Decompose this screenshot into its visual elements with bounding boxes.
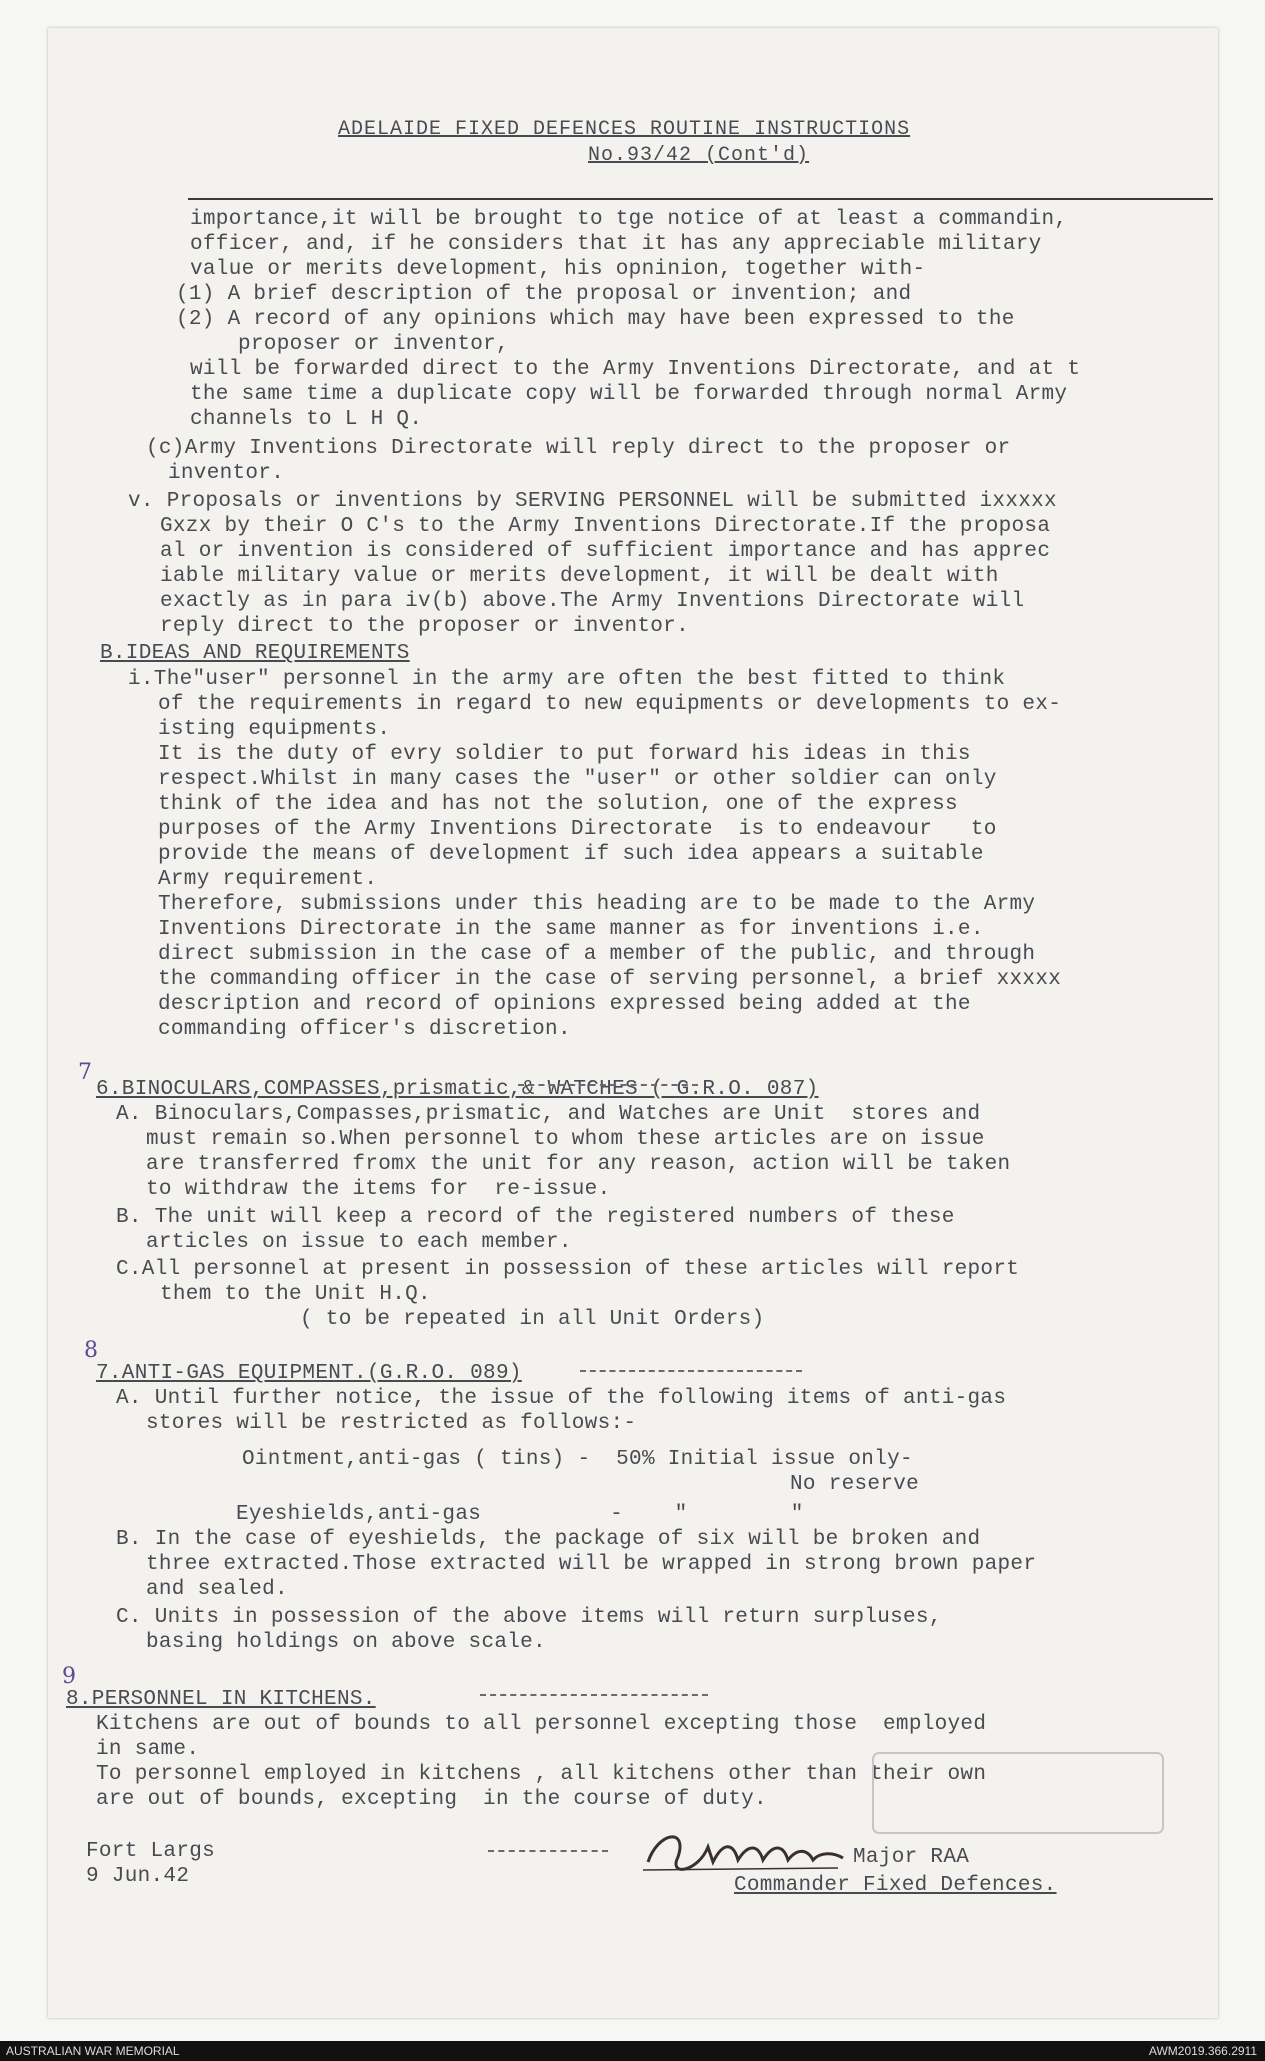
text-line: Fort Largs bbox=[86, 1840, 216, 1863]
text-line: stores will be restricted as follows:- bbox=[146, 1412, 637, 1435]
handwritten-number: 7 bbox=[78, 1060, 92, 1085]
text-line: (c)Army Inventions Directorate will reply direct to the proposer or bbox=[146, 437, 1011, 460]
text-line: purposes of the Army Inventions Directorate is to endeavour to bbox=[158, 818, 997, 841]
text-line: ( to be repeated in all Unit Orders) bbox=[300, 1308, 765, 1331]
text-line: Gxzx by their O C's to the Army Inventions Directorate.If the proposa bbox=[160, 515, 1051, 538]
text-line: (1) A brief description of the proposal or invention; and bbox=[176, 283, 912, 306]
text-line: Ointment,anti-gas ( tins) - 50% Initial issue only- bbox=[242, 1448, 913, 1471]
text-line: proposer or inventor, bbox=[238, 333, 509, 356]
text-line: the same time a duplicate copy will be forwarded through normal Army bbox=[190, 383, 1068, 406]
text-line: To personnel employed in kitchens , all kitchens other than their own bbox=[96, 1763, 987, 1786]
text-line: the commanding officer in the case of serving personnel, a brief xxxxx bbox=[158, 968, 1062, 991]
text-line: v. Proposals or inventions by SERVING PERSONNEL will be submitted ixxxxx bbox=[128, 490, 1057, 513]
section-divider bbox=[488, 1850, 608, 1852]
text-line: three extracted.Those extracted will be wrapped in strong brown paper bbox=[146, 1553, 1037, 1576]
text-line: isting equipments. bbox=[158, 718, 391, 741]
signatory-rank: Major RAA bbox=[853, 1846, 970, 1869]
text-line: provide the means of development if such idea appears a suitable bbox=[158, 843, 984, 866]
text-line: A. Binoculars,Compasses,prismatic, and Watches are Unit stores and bbox=[116, 1103, 981, 1126]
text-line: Army requirement. bbox=[158, 868, 378, 891]
document-page bbox=[48, 28, 1218, 2018]
section-divider bbox=[480, 1694, 708, 1696]
text-line: iable military value or merits development, it will be dealt with bbox=[160, 565, 999, 588]
text-line: 9 Jun.42 bbox=[86, 1865, 190, 1888]
text-line: Inventions Directorate in the same manner as for inventions i.e. bbox=[158, 918, 984, 941]
text-line: are transferred fromx the unit for any reason, action will be taken bbox=[146, 1153, 1011, 1176]
text-line: of the requirements in regard to new equipments or developments to ex- bbox=[158, 693, 1062, 716]
text-line: importance,it will be brought to tge notice of at least a commandin, bbox=[190, 208, 1068, 231]
text-line: officer, and, if he considers that it has any appreciable military bbox=[190, 233, 1042, 256]
text-line: C.All personnel at present in possession of these articles will report bbox=[116, 1258, 1020, 1281]
text-line: B. The unit will keep a record of the registered numbers of these bbox=[116, 1206, 955, 1229]
text-line: 8.PERSONNEL IN KITCHENS. bbox=[66, 1688, 376, 1711]
document-number: No.93/42 (Cont'd) bbox=[588, 144, 810, 167]
text-line: think of the idea and has not the solution, one of the express bbox=[158, 793, 958, 816]
text-line: value or merits development, his opninion, together with- bbox=[190, 258, 926, 281]
text-line: reply direct to the proposer or inventor. bbox=[160, 615, 689, 638]
document-title: ADELAIDE FIXED DEFENCES ROUTINE INSTRUCTIONS bbox=[338, 118, 911, 141]
handwritten-number: 9 bbox=[62, 1664, 76, 1689]
text-line: It is the duty of evry soldier to put forward his ideas in this bbox=[158, 743, 971, 766]
text-line: description and record of opinions expressed being added at the bbox=[158, 993, 971, 1016]
handwritten-number: 8 bbox=[84, 1338, 98, 1363]
text-line: Therefore, submissions under this heading are to be made to the Army bbox=[158, 893, 1036, 916]
text-line: i.The"user" personnel in the army are often the best fitted to think bbox=[128, 668, 1006, 691]
archive-footer bbox=[0, 2041, 1265, 2061]
text-line: basing holdings on above scale. bbox=[146, 1631, 546, 1654]
text-line: in same. bbox=[96, 1738, 200, 1761]
footer-left: AUSTRALIAN WAR MEMORIAL bbox=[6, 2044, 180, 2058]
text-line: them to the Unit H.Q. bbox=[160, 1283, 431, 1306]
text-line: exactly as in para iv(b) above.The Army Inventions Directorate will bbox=[160, 590, 1025, 613]
signature-area bbox=[638, 1822, 1057, 1897]
text-line: and sealed. bbox=[146, 1578, 288, 1601]
text-line: B.IDEAS AND REQUIREMENTS bbox=[100, 642, 410, 665]
header-rule bbox=[188, 198, 1213, 200]
text-line: A. Until further notice, the issue of the following items of anti-gas bbox=[116, 1387, 1007, 1410]
text-line: must remain so.When personnel to whom these articles are on issue bbox=[146, 1128, 985, 1151]
text-line: (2) A record of any opinions which may have been expressed to the bbox=[176, 308, 1015, 331]
text-line: articles on issue to each member. bbox=[146, 1231, 572, 1254]
text-line: commanding officer's discretion. bbox=[158, 1018, 571, 1041]
text-line: Kitchens are out of bounds to all personnel excepting those employed bbox=[96, 1713, 987, 1736]
text-line: B. In the case of eyeshields, the package of six will be broken and bbox=[116, 1528, 981, 1551]
section-divider bbox=[580, 1370, 802, 1372]
text-line: No reserve bbox=[790, 1473, 920, 1496]
text-line: inventor. bbox=[168, 462, 285, 485]
text-line: to withdraw the items for re-issue. bbox=[146, 1178, 611, 1201]
text-line: al or invention is considered of sufficient importance and has apprec bbox=[160, 540, 1051, 563]
text-line: 6.BINOCULARS,COMPASSES,prismatic,& WATCHES ( G.R.O. 087) bbox=[96, 1078, 819, 1101]
text-line: 7.ANTI-GAS EQUIPMENT.(G.R.O. 089) bbox=[96, 1362, 522, 1385]
text-line: respect.Whilst in many cases the "user" or other soldier can only bbox=[158, 768, 997, 791]
section-divider bbox=[518, 1084, 698, 1086]
text-line: Eyeshields,anti-gas - " " bbox=[236, 1503, 804, 1526]
text-line: will be forwarded direct to the Army Inventions Directorate, and at t bbox=[190, 358, 1081, 381]
footer-right: AWM2019.366.2911 bbox=[1148, 2044, 1257, 2058]
signatory-title: Commander Fixed Defences. bbox=[734, 1874, 1057, 1897]
text-line: direct submission in the case of a member of the public, and through bbox=[158, 943, 1036, 966]
text-line: are out of bounds, excepting in the course of duty. bbox=[96, 1788, 767, 1811]
text-line: C. Units in possession of the above items will return surpluses, bbox=[116, 1606, 942, 1629]
handwritten-signature bbox=[638, 1822, 848, 1882]
faint-stamp bbox=[868, 1748, 1168, 1838]
text-line: channels to L H Q. bbox=[190, 408, 423, 431]
